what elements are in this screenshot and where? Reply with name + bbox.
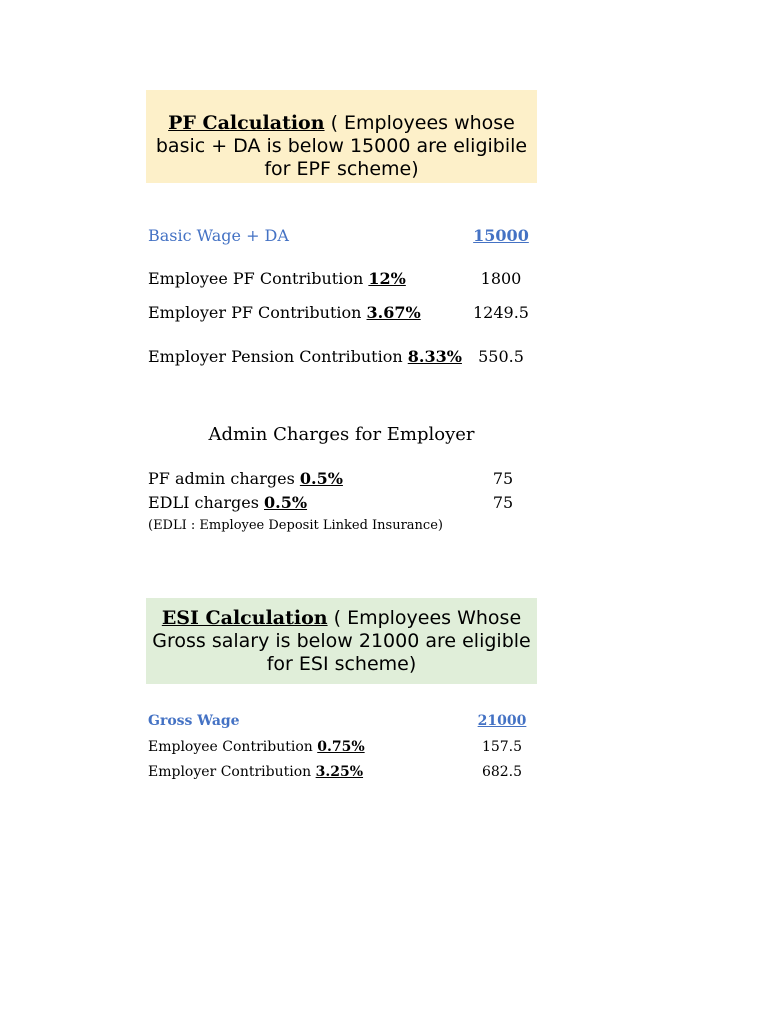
pf-row-label: Employer Pension Contribution 8.33% xyxy=(148,347,462,366)
pf-heading: PF Calculation xyxy=(168,112,325,134)
gross-wage-label: Gross Wage xyxy=(148,713,240,729)
pf-row-value: 550.5 xyxy=(478,347,524,366)
esi-row-label: Employer Contribution 3.25% xyxy=(148,764,364,780)
pf-row-value: 1249.5 xyxy=(473,303,529,322)
esi-row-value: 682.5 xyxy=(481,764,523,780)
basic-wage-label: Basic Wage + DA xyxy=(148,226,289,245)
pf-row-value: 1800 xyxy=(480,269,522,288)
esi-row-value: 157.5 xyxy=(481,739,523,755)
admin-row-value: 75 xyxy=(492,469,514,488)
pf-row-label: Employee PF Contribution 12% xyxy=(148,269,406,288)
pf-header-box xyxy=(146,90,537,183)
pf-description: ( Employees whose basic + DA is below 15000 are eligibile for EPF scheme) xyxy=(155,112,528,180)
esi-description: ( Employees Whose Gross salary is below 21000 are eligible for ESI scheme) xyxy=(152,607,531,675)
admin-charges-title: Admin Charges for Employer xyxy=(208,424,475,445)
basic-wage-value: 15000 xyxy=(473,226,529,245)
esi-row-label: Employee Contribution 0.75% xyxy=(148,739,365,755)
admin-row-value: 75 xyxy=(492,493,514,512)
admin-row-label: EDLI charges 0.5% xyxy=(148,493,308,512)
admin-row-label: PF admin charges 0.5% xyxy=(148,469,343,488)
edli-note: (EDLI : Employee Deposit Linked Insurance) xyxy=(148,518,443,533)
esi-heading: ESI Calculation xyxy=(161,607,328,629)
gross-wage-value: 21000 xyxy=(477,713,527,729)
esi-header-box xyxy=(146,598,537,684)
pf-row-label: Employer PF Contribution 3.67% xyxy=(148,303,421,322)
